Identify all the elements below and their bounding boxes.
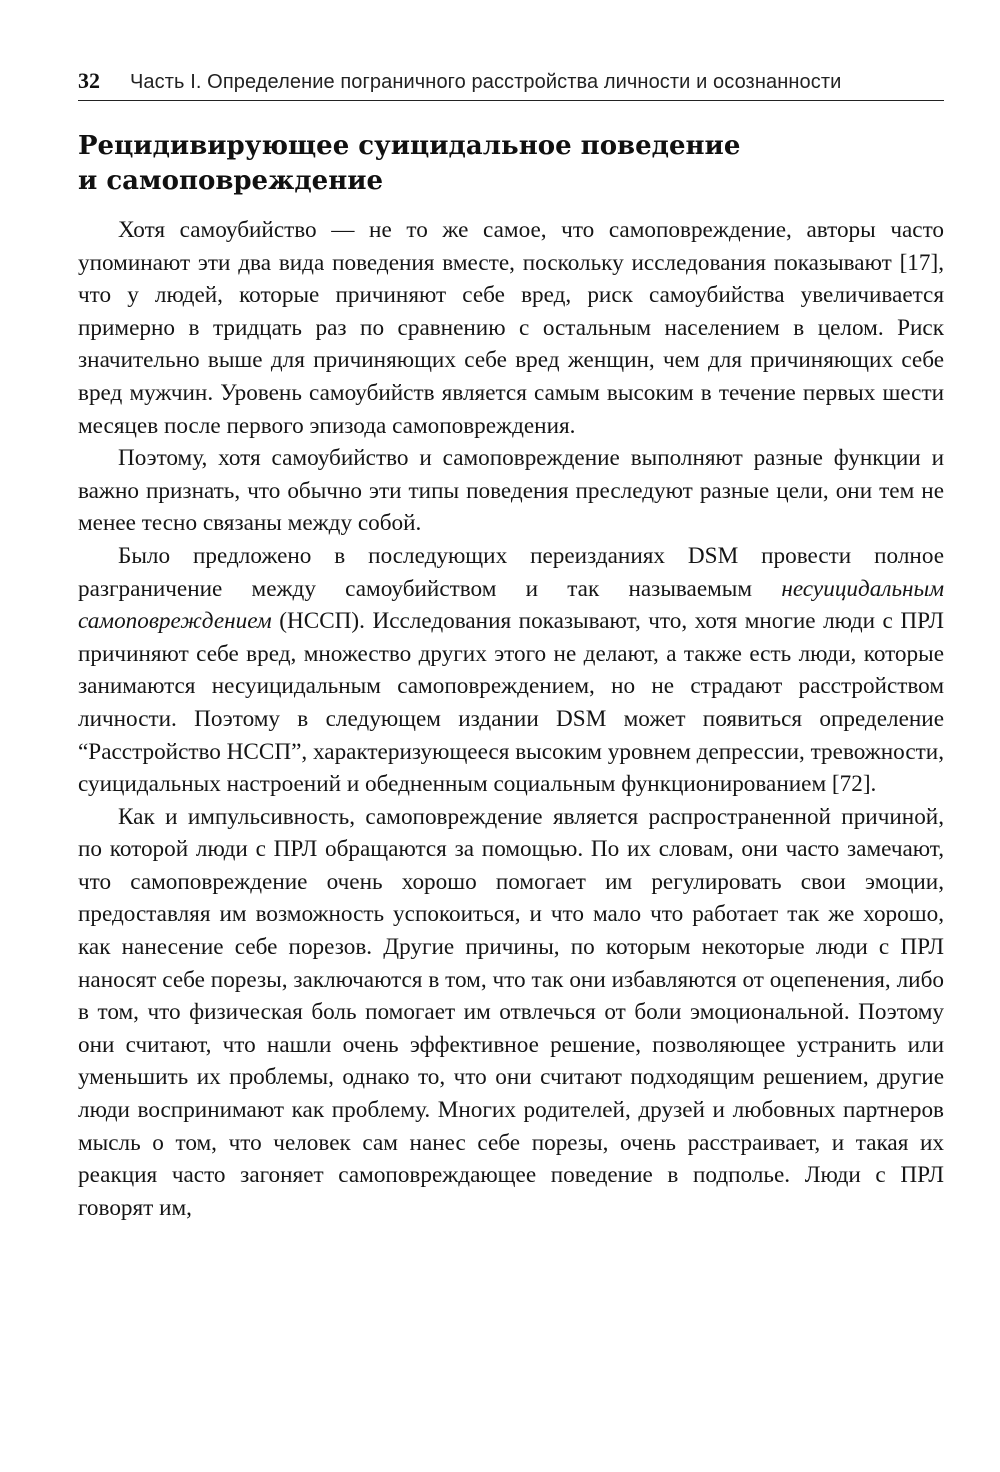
paragraph-3	[78, 540, 944, 801]
book-page	[78, 68, 944, 1224]
body-text	[78, 214, 944, 1224]
running-header	[78, 68, 944, 101]
running-title: Часть I. Определение пограничного расстройства личности и осознанности	[130, 71, 842, 93]
page-number: 32	[78, 68, 100, 93]
section-heading-line-2: и самоповреждение	[78, 166, 384, 196]
paragraph-1: Хотя самоубийство — не то же самое, что самоповреждение, авторы часто упоминают эти два вида поведения вместе, поскольку исследования показывают [17], что у людей, которые причиняют себе вред, риск самоубийства увеличивается примерно в тридцать раз по сравнению с остальным населением в целом. Риск значительно выше для причиняющих себе вред женщин, чем для причиняющих себе вред мужчин. Уровень самоубийств является самым высоким в течение первых шести месяцев после первого эпизода самоповреждения.	[78, 217, 944, 439]
paragraph-2: Поэтому, хотя самоубийство и самоповреждение выполняют разные функции и важно признать, что обычно эти типы поведения преследуют разные цели, они тем не менее тесно связаны между собой.	[78, 445, 944, 537]
section-heading	[78, 129, 944, 199]
paragraph-3-text-before: Было предложено в последующих переизданиях DSM провести полное разграничение между самоубийством и так называемым	[78, 542, 944, 602]
paragraph-3-italic-term: несуицидальным самоповреждением	[78, 575, 944, 635]
paragraph-4: Как и импульсивность, самоповреждение является распространенной причиной, по которой люди с ПРЛ обращаются за помощью. По их словам, они часто замечают, что самоповреждение очень хорошо помогает им регулировать свои эмоции, предоставляя им возможность успокоиться, и что мало что работает так же хорошо, как нанесение себе порезов. Другие причины, по которым некоторые люди с ПРЛ наносят себе порезы, заключаются в том, что так они избавляются от оцепенения, либо в том, что физическая боль помогает им отвлечься от боли эмоциональной. Поэтому они считают, что нашли очень эффективное решение, позволяющее устранить или уменьшить их проблемы, однако то, что они считают подходящим решением, другие люди воспринимают как проблему. Многих родителей, друзей и любовных партнеров мысль о том, что человек сам нанес себе порезы, очень расстраивает, и такая их реакция часто загоняет самоповреждающее поведение в подполье. Люди с ПРЛ говорят им,	[78, 803, 944, 1221]
paragraph-3-text-after: (НССП). Исследования показывают, что, хотя многие люди с ПРЛ причиняют себе вред, множество других этого не делают, а также есть люди, которые занимаются несуицидальным самоповреждением, но не страдают расстройством личности. Поэтому в следующем издании DSM может появиться определение “Расстройство НССП”, характеризующееся высоким уровнем депрессии, тревожности, суицидальных настроений и обедненным социальным функционированием [72].	[78, 608, 944, 798]
section-heading-line-1: Рецидивирующее суицидальное поведение	[78, 131, 741, 161]
